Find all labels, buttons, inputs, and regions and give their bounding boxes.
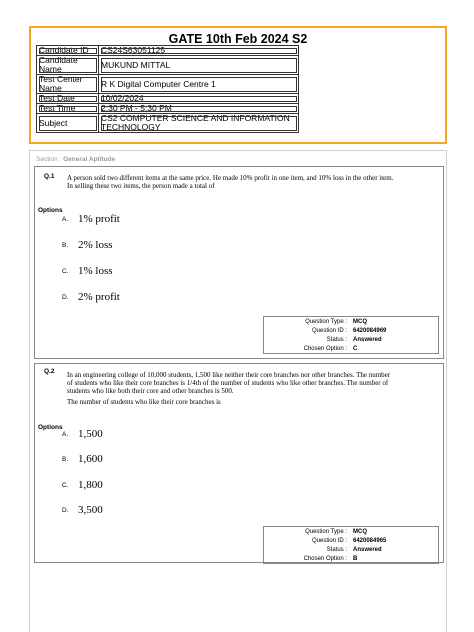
option-text: 1% profit (78, 213, 120, 225)
candidate-header (29, 26, 447, 144)
meta-key: Question ID : (311, 538, 347, 544)
status-value: Answered (353, 337, 382, 343)
exam-title: GATE 10th Feb 2024 S2 (168, 32, 308, 46)
option-letter: D. (62, 507, 69, 514)
status-value: Answered (353, 547, 382, 553)
question-meta (263, 526, 439, 564)
meta-key: Status : (326, 337, 347, 343)
option-letter: B. (62, 456, 69, 463)
meta-key: Question Type : (305, 529, 347, 535)
info-key: Candidate Name (37, 56, 99, 75)
option-text: 1,600 (78, 453, 103, 465)
question-paragraph: A person sold two different items at the same price. He made 10% profit in one item, and 10% loss in the other item. In selling these two items, the person made a total of (67, 174, 394, 190)
section-prefix: Section : (36, 156, 64, 163)
option-letter: B. (62, 242, 69, 249)
info-row (37, 75, 299, 94)
options-label: Options (38, 424, 63, 431)
question-block (34, 363, 444, 563)
options-label: Options (38, 207, 63, 214)
section-name: General Aptitude (63, 156, 116, 163)
question-meta (263, 316, 439, 354)
meta-key: Status : (326, 547, 347, 553)
meta-row (264, 537, 438, 546)
option-text: 1% loss (78, 265, 113, 277)
info-key: Test Time (37, 104, 99, 114)
question-text (67, 371, 397, 409)
option-text: 1,500 (78, 428, 103, 440)
meta-key: Chosen Option : (303, 346, 347, 352)
info-value: 2:30 PM - 5:30 PM (99, 104, 299, 114)
info-value: MUKUND MITTAL (99, 56, 299, 75)
section-label (36, 156, 115, 163)
info-value: CS2 COMPUTER SCIENCE AND INFORMATION TECHNOLOGY (99, 114, 299, 133)
question-type: MCQ (353, 319, 367, 325)
info-value: 10/02/2024 (99, 94, 299, 104)
question-number: Q.1 (44, 173, 55, 180)
meta-row (264, 345, 438, 354)
meta-row (264, 327, 438, 336)
meta-row (264, 336, 438, 345)
option-letter: A. (62, 216, 69, 223)
question-text (67, 174, 397, 193)
meta-key: Chosen Option : (303, 556, 347, 562)
info-value: CS24S63051125 (99, 46, 299, 56)
meta-key: Question Type : (305, 319, 347, 325)
option-text: 2% profit (78, 291, 120, 303)
info-key: Test Date (37, 94, 99, 104)
option-text: 3,500 (78, 504, 103, 516)
question-id: 6420084969 (353, 328, 387, 334)
chosen-option: B (353, 556, 358, 562)
meta-row (264, 528, 438, 537)
info-row (37, 114, 299, 133)
option-letter: C. (62, 268, 69, 275)
info-row (37, 104, 299, 114)
option-letter: D. (62, 294, 69, 301)
meta-row (264, 318, 438, 327)
question-paragraph: The number of students who like their core branches is (67, 398, 221, 406)
meta-key: Question ID : (311, 328, 347, 334)
info-key: Test Center Name (37, 75, 99, 94)
response-sheet (29, 150, 447, 632)
question-type: MCQ (353, 529, 367, 535)
candidate-info-table (36, 45, 299, 133)
meta-row (264, 555, 438, 564)
question-number: Q.2 (44, 368, 55, 375)
option-text: 1,800 (78, 479, 103, 491)
info-row (37, 46, 299, 56)
question-block (34, 166, 444, 359)
question-paragraph: In an engineering college of 10,000 students, 1,500 like neither their core branches nor other branches. The number of students who like their core branches is 1/4th of the number of students who like other branches. The number of students who like both their core and other branches is 500. (67, 371, 391, 395)
option-letter: C. (62, 482, 69, 489)
info-key: Candidate ID (37, 46, 99, 56)
option-text: 2% loss (78, 239, 113, 251)
option-letter: A. (62, 431, 69, 438)
question-id: 6420084965 (353, 538, 387, 544)
info-key: Subject (37, 114, 99, 133)
chosen-option: C (353, 346, 358, 352)
info-row (37, 56, 299, 75)
info-value: R K Digital Computer Centre 1 (99, 75, 299, 94)
meta-row (264, 546, 438, 555)
info-row (37, 94, 299, 104)
